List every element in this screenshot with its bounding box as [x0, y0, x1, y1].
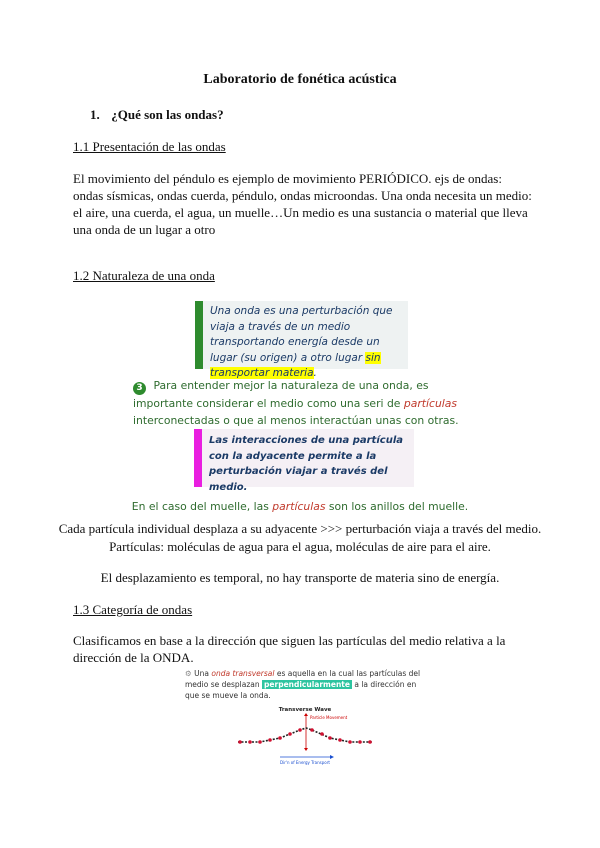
paragraph-particulas: Partículas: moléculas de agua para el agua, moléculas de aire para el aire.	[109, 539, 491, 554]
wave-note-highlight: perpendicularmente	[264, 680, 350, 689]
subsection-heading-1-2: 1.2 Naturaleza de una onda	[73, 268, 215, 283]
arrow-head-down	[304, 748, 308, 751]
arrow-head-up	[304, 713, 308, 716]
muelle-caption	[0, 500, 600, 513]
subsection-heading-1-3: 1.3 Categoría de ondas	[73, 602, 193, 617]
note-number-badge: 3	[133, 382, 146, 395]
muelle-post: son los anillos del muelle.	[328, 500, 469, 513]
note-text-pre: Para entender mejor la naturaleza de una onda, es importante considerar el medio como una seri de	[133, 379, 429, 410]
muelle-pre: En el caso del muelle, las	[131, 500, 269, 513]
paragraph-desplazamiento: El desplazamiento es temporal, no hay transporte de materia sino de energía.	[100, 570, 500, 585]
section-number: 1.	[90, 107, 100, 122]
muelle-emphasis: partículas	[272, 500, 326, 513]
section-title: ¿Qué son las ondas?	[111, 107, 224, 122]
transverse-wave-note	[185, 668, 425, 701]
diagram-title: Transverse Wave	[278, 707, 332, 713]
definition-box	[195, 301, 408, 379]
definition-end: .	[313, 367, 317, 379]
note-emphasis: partículas	[403, 397, 458, 410]
paragraph-desplaza: Cada partícula individual desplaza a su adyacente >>> perturbación viaja a través del medio.	[58, 521, 542, 536]
document-title: Laboratorio de fonética acústica	[203, 72, 397, 87]
diagram-particle-label: Particle Movement	[310, 715, 348, 720]
wave-particles	[238, 728, 372, 744]
particles-note	[133, 377, 473, 429]
definition-highlight: sin transportar materia	[210, 351, 381, 379]
paragraph-presentacion: El movimiento del péndulo es ejemplo de movimiento PERIÓDICO. ejs de ondas: ondas sísmicas, ondas cuerda, péndulo, ondas microondas. Una onda necesita un medio: el aire, una cuerda, el agua, un muelle…Un medio es una sustancia o material que lleva una onda de un lugar a otro	[73, 171, 532, 237]
wave-note-pre: Una	[194, 669, 209, 678]
energy-arrow-head	[330, 755, 334, 759]
interaction-box: Las interacciones de una partícula con la adyacente permite a la perturbación viajar a través del medio.	[194, 429, 414, 487]
wave-line	[238, 728, 372, 742]
transverse-wave-diagram	[230, 704, 380, 766]
wave-note-mid: es aquella en la cual las partículas del medio se desplazan	[185, 669, 421, 689]
diagram-energy-label: Dir'n of Energy Transport	[280, 760, 330, 765]
wave-note-post: a la dirección en que se mueve la onda.	[185, 680, 417, 700]
wave-note-emphasis: onda transversal	[211, 669, 275, 678]
subsection-heading-1-1: 1.1 Presentación de las ondas	[73, 139, 226, 154]
note-text-post: interconectadas o que al menos interactúan unas con otras.	[133, 414, 459, 427]
definition-text: Una onda es una perturbación que viaja a través de un medio transportando energía desde un lugar (su origen) a otro lugar	[210, 305, 393, 364]
gear-icon: ⚙	[185, 669, 192, 678]
paragraph-clasificamos: Clasificamos en base a la dirección que siguen las partículas del medio relativa a la dirección de la ONDA.	[73, 633, 506, 665]
section-heading-1	[90, 107, 224, 123]
